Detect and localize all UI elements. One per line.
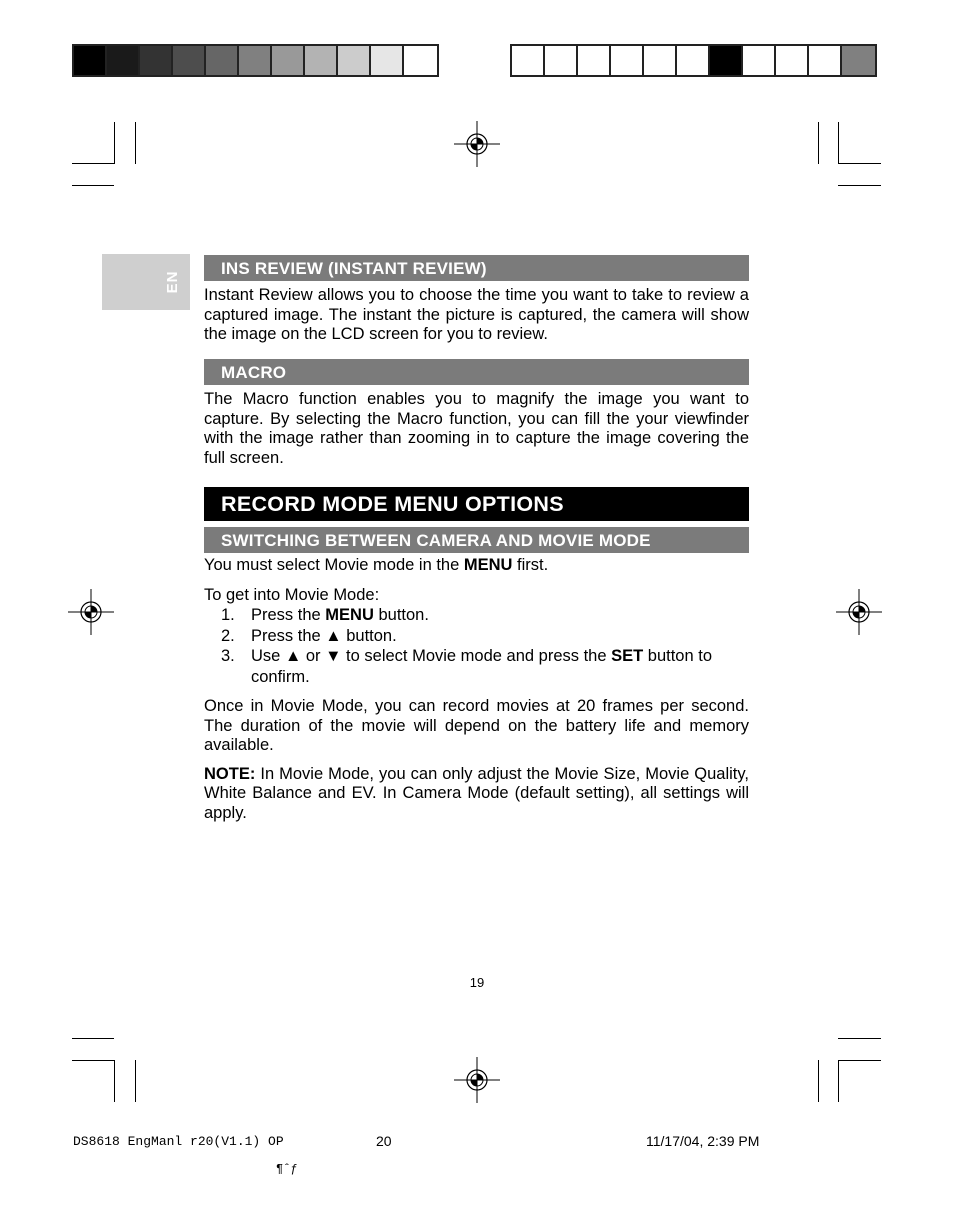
step-bold: MENU — [325, 606, 374, 624]
color-swatch — [74, 46, 107, 75]
step-text: Press the — [251, 626, 326, 645]
section-heading: MACRO — [204, 359, 749, 385]
color-swatch — [743, 46, 776, 75]
color-swatch — [842, 46, 875, 75]
color-swatch — [644, 46, 677, 75]
note-label: NOTE: — [204, 764, 256, 783]
step-text: button. — [341, 626, 397, 645]
crop-mark — [818, 122, 819, 164]
color-swatch — [239, 46, 272, 75]
list-item — [204, 646, 749, 687]
step-text: Use — [251, 647, 285, 665]
section-heading: SWITCHING BETWEEN CAMERA AND MOVIE MODE — [204, 527, 749, 553]
registration-mark-icon — [836, 589, 882, 635]
footer-timestamp: 11/17/04, 2:39 PM — [646, 1133, 760, 1149]
color-swatch — [512, 46, 545, 75]
chapter-heading: RECORD MODE MENU OPTIONS — [204, 487, 749, 521]
movie-mode-paragraph: Once in Movie Mode, you can record movies at 20 frames per second. The duration of the movie will depend on the battery life and memory available. — [204, 697, 749, 754]
crop-mark — [114, 1060, 115, 1102]
intro-text: You must select Movie mode in the — [204, 556, 464, 574]
list-number: 1. — [221, 606, 235, 624]
crop-mark — [114, 122, 115, 164]
color-swatch — [404, 46, 437, 75]
step-bold: SET — [611, 647, 644, 665]
section-heading: INS REVIEW (INSTANT REVIEW) — [204, 255, 749, 281]
section-macro — [204, 359, 749, 468]
language-tab — [102, 254, 190, 310]
step-text: button. — [373, 606, 429, 624]
section-ins-review — [204, 255, 749, 345]
crop-mark — [818, 1060, 819, 1102]
color-swatch — [371, 46, 404, 75]
note-text: In Movie Mode, you can only adjust the Movie Size, Movie Quality, White Balance and EV. In Camera Mode (default setting), all settings will apply. — [204, 764, 749, 822]
up-arrow-icon: ▲ — [284, 647, 302, 665]
crop-mark — [72, 1038, 114, 1039]
section-body: The Macro function enables you to magnify the image you want to capture. By selecting the Macro function, you can fill the your viewfinder with the image rather than zooming in to capture the image covering the full screen. — [204, 390, 749, 467]
footer-page: 20 — [376, 1133, 392, 1149]
footer-glyphs: ¶ˆƒ — [276, 1162, 298, 1176]
crop-mark — [838, 1060, 881, 1061]
down-arrow-icon: ▼ — [325, 647, 342, 665]
list-number: 2. — [221, 626, 235, 645]
color-swatch — [140, 46, 173, 75]
step-text: or — [301, 647, 326, 665]
crop-mark — [135, 1060, 136, 1102]
registration-mark-icon — [454, 1057, 500, 1103]
registration-mark-icon — [454, 121, 500, 167]
color-swatch — [611, 46, 644, 75]
section-body: Instant Review allows you to choose the time you want to take to review a captured image. The instant the picture is captured, the camera will show the image on the LCD screen for you to review. — [204, 286, 749, 343]
note-paragraph — [204, 765, 749, 824]
step-text: button to confirm. — [251, 647, 713, 686]
crop-mark — [838, 1060, 839, 1102]
color-swatch — [107, 46, 140, 75]
registration-mark-icon — [68, 589, 114, 635]
intro-text: first. — [512, 556, 549, 574]
color-swatch — [545, 46, 578, 75]
list-item — [204, 626, 749, 647]
color-swatch — [677, 46, 710, 75]
section-switching — [204, 527, 749, 823]
up-arrow-icon: ▲ — [325, 626, 342, 645]
section-record-mode — [204, 487, 749, 521]
color-swatch — [173, 46, 206, 75]
page-number: 19 — [469, 975, 485, 990]
crop-mark — [135, 122, 136, 164]
color-swatch — [809, 46, 842, 75]
crop-mark — [838, 185, 881, 186]
grayscale-color-bar — [72, 44, 439, 77]
crop-mark — [838, 122, 839, 164]
step-text: to select Movie mode and press the — [341, 647, 612, 665]
step-text: Press the — [251, 606, 326, 624]
crop-mark — [838, 163, 881, 164]
color-swatch — [305, 46, 338, 75]
registration-color-bar — [510, 44, 877, 77]
color-swatch — [206, 46, 239, 75]
color-swatch — [776, 46, 809, 75]
steps-list — [204, 605, 749, 687]
color-swatch — [578, 46, 611, 75]
footer-filename: DS8618 EngManl r20(V1.1) OP — [73, 1134, 284, 1149]
list-number: 3. — [221, 647, 235, 665]
language-tab-label: EN — [164, 270, 182, 294]
color-swatch — [272, 46, 305, 75]
crop-mark — [72, 163, 114, 164]
crop-mark — [72, 185, 114, 186]
list-item — [204, 605, 749, 626]
steps-title: To get into Movie Mode: — [204, 585, 380, 604]
crop-mark — [838, 1038, 881, 1039]
color-swatch — [338, 46, 371, 75]
crop-mark — [72, 1060, 114, 1061]
section-intro — [204, 556, 749, 576]
color-swatch — [710, 46, 743, 75]
intro-bold: MENU — [463, 556, 513, 574]
